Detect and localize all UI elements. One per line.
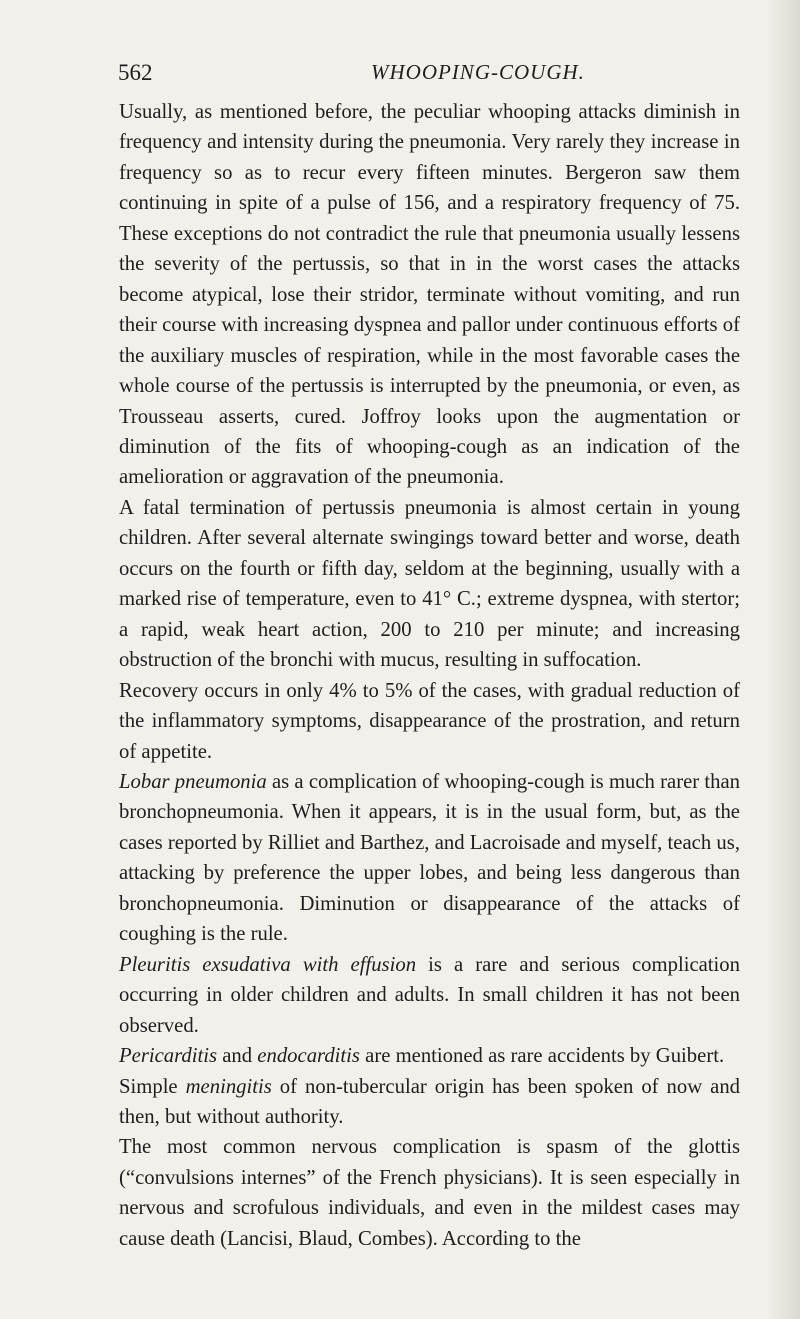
paragraph-5	[119, 950, 740, 1041]
term-meningitis: meningitis	[185, 1075, 272, 1098]
page-header	[118, 60, 738, 92]
paragraph-2-text: A fatal termination of pertussis pneumonia is almost certain in young children. After several alternate swingings toward better and worse, death occurs on the fourth or fifth day, seldom at the beginning, usually with a marked rise of temperature, even to 41° C.; extreme dyspnea, with stertor; a rapid, weak heart action, 200 to 210 per minute; and increasing obstruction of the bronchi with mucus, resulting in suffocation.	[119, 496, 740, 672]
paragraph-3-text: Recovery occurs in only 4% to 5% of the cases, with gradual reduction of the inflammatory symptoms, disappearance of the prostration, and return of appetite.	[119, 679, 740, 763]
paragraph-8-text: The most common nervous complication is spasm of the glottis (“convulsions internes” of the French physicians). It is seen especially in nervous and scrofulous individuals, and even in the mildest cases may cause death (Lancisi, Blaud, Combes). According to the	[119, 1136, 740, 1250]
paragraph-8	[119, 1132, 740, 1254]
paragraph-7-text: of non-tubercular origin has been spoken of now and then, but without authority.	[119, 1075, 741, 1128]
paragraph-2	[119, 493, 740, 676]
running-head: WHOOPING-COUGH.	[371, 60, 585, 84]
body-text	[119, 97, 740, 1254]
paragraph-3	[119, 676, 740, 767]
paragraph-4-text: as a complication of whooping-cough is much rarer than bronchopneumonia. When it appears, it is in the usual form, but, as the cases reported by Rilliet and Barthez, and Lacroisade and myself, teach us, attacking by preference the upper lobes, and being less dangerous than bronchopneumonia. Diminution or disappearance of the attacks of coughing is the rule.	[119, 770, 740, 946]
paragraph-6	[119, 1041, 740, 1071]
paragraph-4	[119, 767, 740, 950]
paragraph-7-lead: Simple	[119, 1075, 186, 1098]
term-pleuritis: Pleuritis exsudativa with effusion	[119, 953, 417, 976]
term-pericarditis: Pericarditis	[119, 1045, 218, 1068]
paragraph-1: Usually, as mentioned before, the peculiar whooping attacks diminish in frequency and intensity during the pneumonia. Very rarely they increase in frequency so as to recur every fifteen minutes. Bergeron saw them continuing in spite of a pulse of 156, and a respiratory frequency of 75. These exceptions do not contradict the rule that pneumonia usually lessens the severity of the pertussis, so that in in the worst cases the attacks become atypical, lose their stridor, terminate without vomiting, and run their course with increasing dyspnea and pallor under continuous efforts of the auxiliary muscles of respiration, while in the most favorable cases the whole course of the pertussis is interrupted by the pneumonia, or even, as Trousseau asserts, cured. Joffroy looks upon the augmentation or diminution of the fits of whooping-cough as an indication of the amelioration or aggravation of the pneumonia.	[119, 101, 740, 489]
page-number: 562	[118, 60, 153, 85]
paragraph-5-text: is a rare and serious complication occurring in older children and adults. In small children it has not been observed.	[119, 953, 740, 1037]
page-edge-shadow	[766, 0, 800, 1319]
paragraph-7	[119, 1072, 740, 1133]
paragraph-6-text: are mentioned as rare accidents by Guibert.	[359, 1045, 725, 1068]
term-endocarditis: endocarditis	[257, 1045, 360, 1068]
term-lobar-pneumonia: Lobar pneumonia	[119, 770, 267, 793]
paragraph-6-connector: and	[217, 1045, 258, 1068]
